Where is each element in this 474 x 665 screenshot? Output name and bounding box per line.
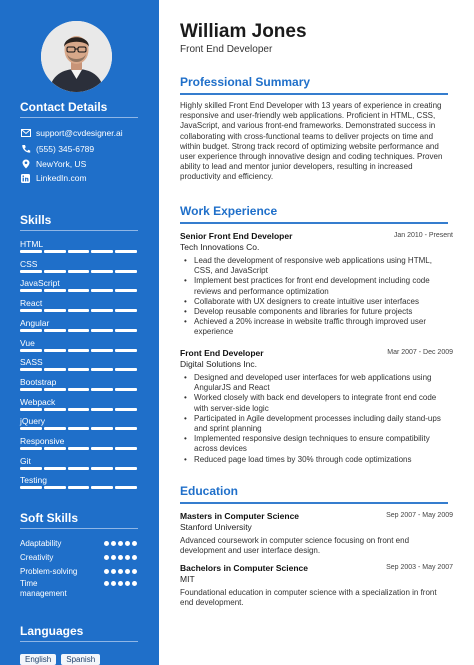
rating-dots bbox=[104, 569, 137, 574]
skill-level-bar bbox=[20, 408, 137, 411]
list-item: • Achieved a 20% increase in website traffic through improved user experience bbox=[180, 317, 450, 337]
location-icon bbox=[20, 159, 31, 169]
skill-label: Bootstrap bbox=[20, 376, 57, 387]
degree-title: Bachelors in Computer Science bbox=[180, 563, 309, 573]
skill-label: Angular bbox=[20, 317, 50, 328]
skill-label: JavaScript bbox=[20, 278, 60, 289]
summary-divider bbox=[180, 93, 448, 95]
languages-heading: Languages bbox=[20, 624, 84, 638]
language-chip: Spanish bbox=[61, 654, 100, 665]
skill-level-bar bbox=[20, 349, 137, 352]
contact-location bbox=[20, 158, 86, 170]
degree-description: Foundational education in computer science with a specialization in front end development. bbox=[180, 588, 437, 608]
skills-heading: Skills bbox=[20, 213, 52, 227]
list-item: • Worked closely with back end developers to integrate front end code with server-side logic bbox=[180, 393, 450, 413]
linkedin-icon bbox=[20, 173, 31, 183]
skill-level-bar bbox=[20, 289, 137, 292]
school-name: Stanford University bbox=[180, 522, 252, 532]
job-title: Front End Developer bbox=[180, 348, 264, 358]
skill-level-bar bbox=[20, 447, 137, 450]
education-heading: Education bbox=[180, 484, 239, 498]
skill-label: HTML bbox=[20, 239, 44, 249]
list-item: • Designed and developed user interfaces for web applications using AngularJS and React bbox=[180, 373, 450, 393]
contact-divider bbox=[20, 117, 138, 118]
contact-heading: Contact Details bbox=[20, 100, 108, 114]
skill-level-bar bbox=[20, 427, 137, 430]
soft-skill-label: Adaptability bbox=[20, 539, 62, 548]
degree-title: Masters in Computer Science bbox=[180, 511, 300, 521]
skill-label: Git bbox=[20, 455, 31, 466]
summary-heading: Professional Summary bbox=[180, 75, 311, 89]
job-title: Senior Front End Developer bbox=[180, 231, 293, 241]
skill-label: SASS bbox=[20, 357, 43, 368]
skill-label: Webpack bbox=[20, 396, 56, 407]
soft-skill-row bbox=[20, 579, 137, 599]
skill-level-bar bbox=[20, 467, 137, 470]
email-icon bbox=[20, 128, 31, 138]
candidate-role: Front End Developer bbox=[180, 44, 273, 55]
skill-label: Responsive bbox=[20, 436, 65, 446]
contact-email[interactable] bbox=[20, 127, 123, 139]
contact-linkedin-text: LinkedIn.com bbox=[36, 173, 87, 183]
languages-divider bbox=[20, 641, 138, 642]
skill-label: Testing bbox=[20, 475, 47, 486]
skill-level-bar bbox=[20, 486, 137, 489]
sidebar bbox=[0, 0, 159, 665]
rating-dots bbox=[104, 581, 137, 586]
skill-level-bar bbox=[20, 388, 137, 391]
candidate-name: William Jones bbox=[180, 21, 307, 42]
main-content bbox=[159, 0, 474, 665]
rating-dots bbox=[104, 555, 137, 560]
contact-location-text: NewYork, US bbox=[36, 159, 87, 169]
job-company: Digital Solutions Inc. bbox=[180, 359, 258, 369]
contact-phone[interactable] bbox=[20, 143, 94, 155]
job-dates: Jan 2010 - Present bbox=[393, 232, 453, 239]
skill-label: CSS bbox=[20, 258, 38, 269]
languages-list bbox=[20, 654, 100, 665]
degree-dates: Sep 2003 - May 2007 bbox=[386, 564, 453, 571]
soft-skill-label: Problem-solving bbox=[20, 567, 78, 576]
skill-level-bar bbox=[20, 270, 137, 273]
avatar bbox=[41, 21, 112, 92]
list-item: • Implement best practices for front end development including code reviews and performance optimization bbox=[180, 276, 450, 296]
soft-skill-row bbox=[20, 538, 137, 549]
degree-description: Advanced coursework in computer science focusing on front end development and user interface design. bbox=[180, 536, 410, 556]
language-chip: English bbox=[20, 654, 56, 665]
skill-level-bar bbox=[20, 309, 137, 312]
contact-linkedin[interactable] bbox=[20, 172, 87, 184]
list-item: • Collaborate with UX designers to create intuitive user interfaces bbox=[180, 297, 450, 307]
experience-heading: Work Experience bbox=[180, 204, 278, 218]
job-bullets bbox=[180, 256, 450, 338]
soft-skill-row bbox=[20, 566, 137, 577]
skill-label: React bbox=[20, 298, 43, 309]
soft-skill-row bbox=[20, 552, 137, 563]
skill-level-bar bbox=[20, 368, 137, 371]
list-item: • Implemented responsive design techniques to ensure compatibility across devices bbox=[180, 434, 450, 454]
skill-label: Vue bbox=[20, 337, 35, 348]
contact-phone-text: (555) 345-6789 bbox=[36, 144, 95, 154]
skill-label: jQuery bbox=[20, 416, 46, 427]
list-item: • Lead the development of responsive web applications using HTML, CSS, and JavaScript bbox=[180, 256, 450, 276]
soft-skills-heading: Soft Skills bbox=[20, 511, 79, 525]
list-item: • Participated in Agile development processes including daily stand-ups and sprint planning bbox=[180, 414, 450, 434]
soft-skill-label: Creativity bbox=[20, 553, 54, 562]
job-company: Tech Innovations Co. bbox=[180, 242, 260, 252]
skill-level-bar bbox=[20, 329, 137, 332]
degree-dates: Sep 2007 - May 2009 bbox=[386, 512, 453, 519]
job-bullets bbox=[180, 373, 450, 465]
soft-skill-label: Time management bbox=[20, 579, 67, 598]
contact-email-text: support@cvdesigner.ai bbox=[36, 128, 123, 138]
list-item: • Develop reusable components and libraries for future projects bbox=[180, 307, 450, 317]
skills-divider bbox=[20, 230, 138, 231]
experience-divider bbox=[180, 222, 448, 224]
job-dates: Mar 2007 - Dec 2009 bbox=[387, 349, 453, 356]
soft-skills-divider bbox=[20, 528, 138, 529]
education-divider bbox=[180, 502, 448, 504]
rating-dots bbox=[104, 541, 137, 546]
summary-text: Highly skilled Front End Developer with 13 years of experience in creating responsive and user-friendly web applications. Proficient in HTML, CSS, JavaScript, and various front-end frameworks. Demonstrated success in collaborating with cross-functional teams to deliver projects on time and within budget. Strong track record of optimizing website performance and user experience through innovative design and coding techniques. Proven ability to lead and mentor junior developers, resulting in increased productivity and efficiency. bbox=[180, 101, 443, 182]
skill-level-bar bbox=[20, 250, 137, 253]
phone-icon bbox=[20, 144, 31, 154]
list-item: • Reduced page load times by 30% through code optimizations bbox=[180, 455, 450, 465]
school-name: MIT bbox=[180, 574, 195, 584]
